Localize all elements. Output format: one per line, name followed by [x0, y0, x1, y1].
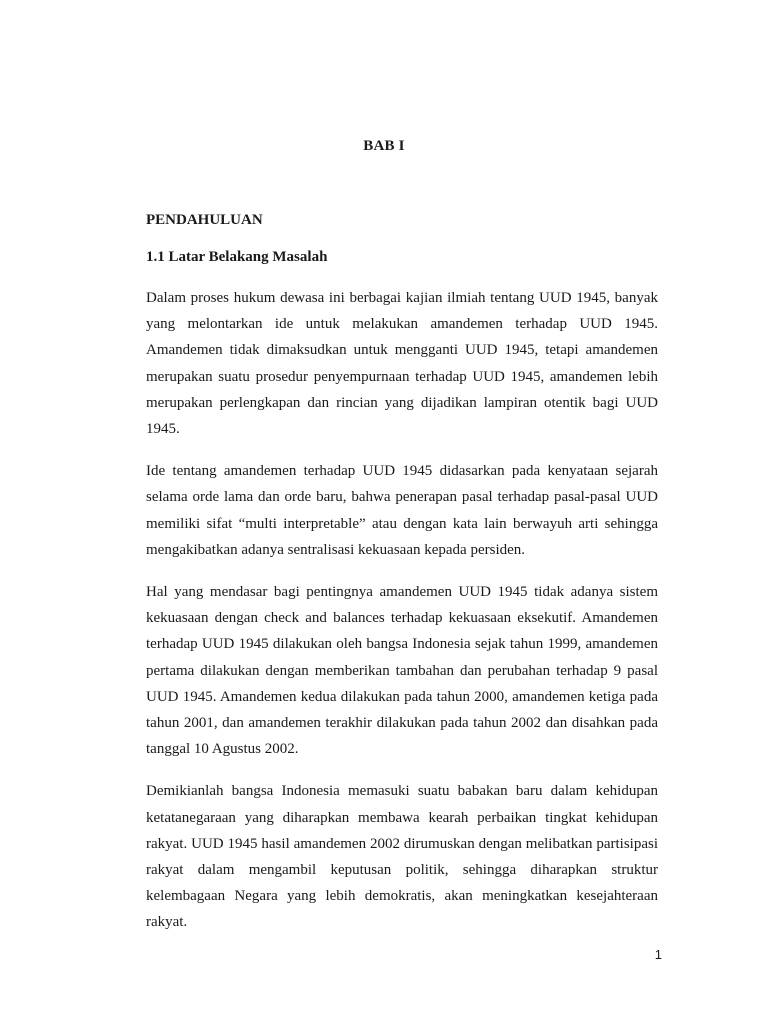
paragraph-1: Dalam proses hukum dewasa ini berbagai kajian ilmiah tentang UUD 1945, banyak yang melontarkan ide untuk melakukan amandemen terhadap UUD 1945. Amandemen tidak dimaksudkan untuk mengganti UUD 1945, tetapi amandemen merupakan suatu prosedur penyempurnaan terhadap UUD 1945, amandemen lebih merupakan perlengkapan dan rincian yang dijadikan lampiran otentik bagi UUD 1945.	[146, 290, 658, 438]
page-number: 1	[654, 947, 662, 962]
chapter-title: BAB I	[363, 138, 405, 154]
chapter-name: PENDAHULUAN	[146, 212, 263, 228]
paragraph-3: Hal yang mendasar bagi pentingnya amandemen UUD 1945 tidak adanya sistem kekuasaan dengan check and balances terhadap kekuasaan eksekutif. Amandemen terhadap UUD 1945 dilakukan oleh bangsa Indonesia sejak tahun 1999, amandemen pertama dilakukan dengan memberikan tambahan dan perubahan terhadap 9 pasal UUD 1945. Amandemen kedua dilakukan pada tahun 2000, amandemen ketiga pada tahun 2001, dan amandemen terakhir dilakukan pada tahun 2002 dan disahkan pada tanggal 10 Agustus 2002.	[146, 584, 658, 758]
paragraph-4: Demikianlah bangsa Indonesia memasuki suatu babakan baru dalam kehidupan ketatanegaraan yang diharapkan membawa kearah perbaikan tingkat kehidupan rakyat. UUD 1945 hasil amandemen 2002 dirumuskan dengan melibatkan partisipasi rakyat dalam mengambil keputusan politik, sehingga diharapkan struktur kelembagaan Negara yang lebih demokratis, akan meningkatkan kesejahteraan rakyat.	[146, 783, 658, 931]
paragraph-2: Ide tentang amandemen terhadap UUD 1945 didasarkan pada kenyataan sejarah selama orde lama dan orde baru, bahwa penerapan pasal terhadap pasal-pasal UUD memiliki sifat “multi interpretable” atau dengan kata lain berwayuh arti sehingga mengakibatkan adanya sentralisasi kekuasaan kepada persiden.	[146, 463, 658, 558]
subsection-title: 1.1 Latar Belakang Masalah	[146, 249, 328, 265]
body-text	[146, 285, 658, 952]
